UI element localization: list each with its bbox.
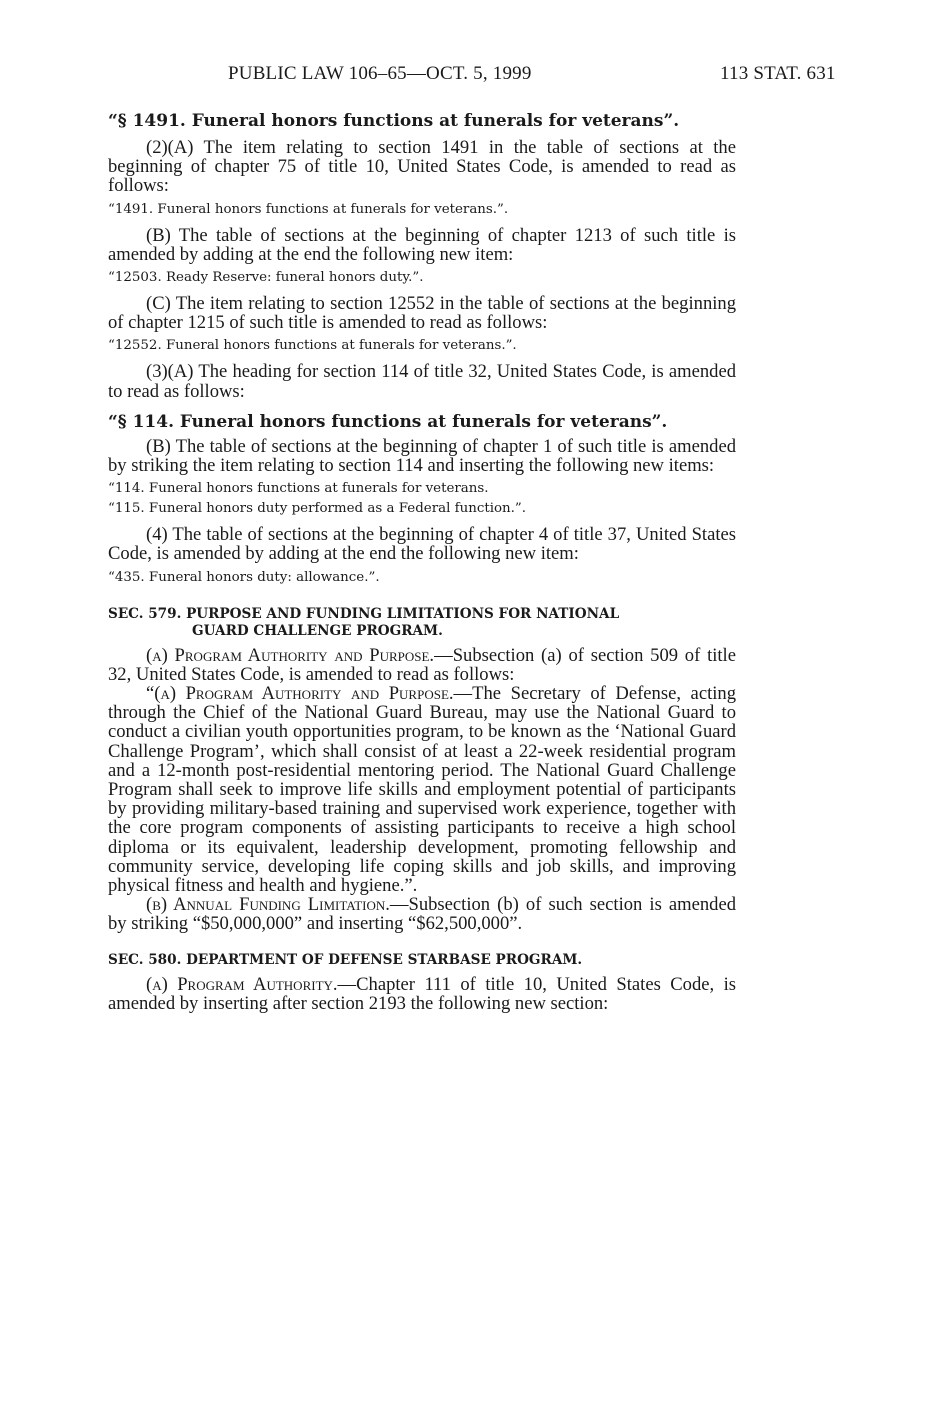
paragraph-4: (4) The table of sections at the beginning of chapter 4 of title 37, United States Code, is amended by adding at the end the following new item: bbox=[108, 524, 736, 565]
running-header-title: PUBLIC LAW 106–65—OCT. 5, 1999 bbox=[228, 63, 532, 84]
subsection-caption: “(a) Program Authority and Purpose. bbox=[146, 683, 454, 705]
subsection-caption: (a) Program Authority. bbox=[146, 973, 338, 995]
subsection-text: —Chapter 111 of title 10, United States Code, is amended by inserting after section 2193 the following new section: bbox=[108, 973, 736, 1014]
section-580-heading: SEC. 580. DEPARTMENT OF DEFENSE STARBASE PROGRAM. bbox=[108, 951, 583, 968]
paragraph-579b bbox=[108, 895, 736, 933]
section-heading-114: “§ 114. Funeral honors functions at funerals for veterans”. bbox=[108, 411, 668, 432]
paragraph-579a bbox=[108, 646, 736, 684]
table-item-115: “115. Funeral honors duty performed as a Federal function.”. bbox=[108, 501, 527, 517]
paragraph-2c: (C) The item relating to section 12552 in the table of sections at the beginning of chapter 1215 of such title is amended to read as follows: bbox=[108, 293, 736, 334]
table-item-1491: “1491. Funeral honors functions at funerals for veterans.”. bbox=[108, 201, 509, 217]
table-item-12503: “12503. Ready Reserve: funeral honors duty.”. bbox=[108, 270, 424, 286]
paragraph-3b: (B) The table of sections at the beginning of chapter 1 of such title is amended by striking the item relating to section 114 and inserting the following new items: bbox=[108, 435, 736, 477]
subsection-text: —Subsection (a) of section 509 of title 32, United States Code, is amended to read as follows: bbox=[108, 644, 736, 685]
section-heading-1491: “§ 1491. Funeral honors functions at funerals for veterans”. bbox=[108, 111, 680, 131]
table-item-12552: “12552. Funeral honors functions at funerals for veterans.”. bbox=[108, 338, 517, 354]
section-579-heading-line1: SEC. 579. PURPOSE AND FUNDING LIMITATIONS FOR NATIONAL bbox=[108, 605, 620, 622]
document-body bbox=[108, 110, 736, 1013]
table-item-435: “435. Funeral honors duty: allowance.”. bbox=[108, 569, 380, 585]
page-stat-number: 113 STAT. 631 bbox=[720, 63, 836, 84]
subsection-text: —The Secretary of Defense, acting through the Chief of the National Guard Bureau, may use the National Guard to conduct a civilian youth opportunities program, to be known as the ‘National Guard Challenge Program’, which shall consist of at least a 22-week residential program and a 12-month post-residential mentoring period. The National Guard Challenge Program shall seek to improve life skills and employment potential of participants by providing military-based training and supervised work experience, together with the core program components of assisting participants to receive a high school diploma or its equivalent, leadership development, promoting fellowship and community service, developing life coping skills and job skills, and improving physical fitness and health and hygiene.”. bbox=[108, 683, 736, 897]
paragraph-579-quoted bbox=[108, 684, 736, 895]
subsection-text: —Subsection (b) of such section is amended by striking “$50,000,000” and inserting “$62,500,000”. bbox=[108, 894, 736, 935]
subsection-caption: (a) Program Authority and Purpose. bbox=[146, 644, 435, 666]
subsection-caption: (b) Annual Funding Limitation. bbox=[146, 894, 390, 916]
paragraph-2a: (2)(A) The item relating to section 1491 in the table of sections at the beginning of chapter 75 of title 10, United States Code, is amended to read as follows: bbox=[108, 137, 736, 197]
section-579-heading-line2: GUARD CHALLENGE PROGRAM. bbox=[192, 622, 443, 639]
table-item-114: “114. Funeral honors functions at funerals for veterans. bbox=[108, 481, 489, 497]
paragraph-2b: (B) The table of sections at the beginning of chapter 1213 of such title is amended by adding at the end the following new item: bbox=[108, 224, 736, 265]
paragraph-580a bbox=[108, 975, 736, 1013]
section-579-heading bbox=[108, 606, 736, 640]
paragraph-3a: (3)(A) The heading for section 114 of title 32, United States Code, is amended to read as follows: bbox=[108, 361, 736, 402]
